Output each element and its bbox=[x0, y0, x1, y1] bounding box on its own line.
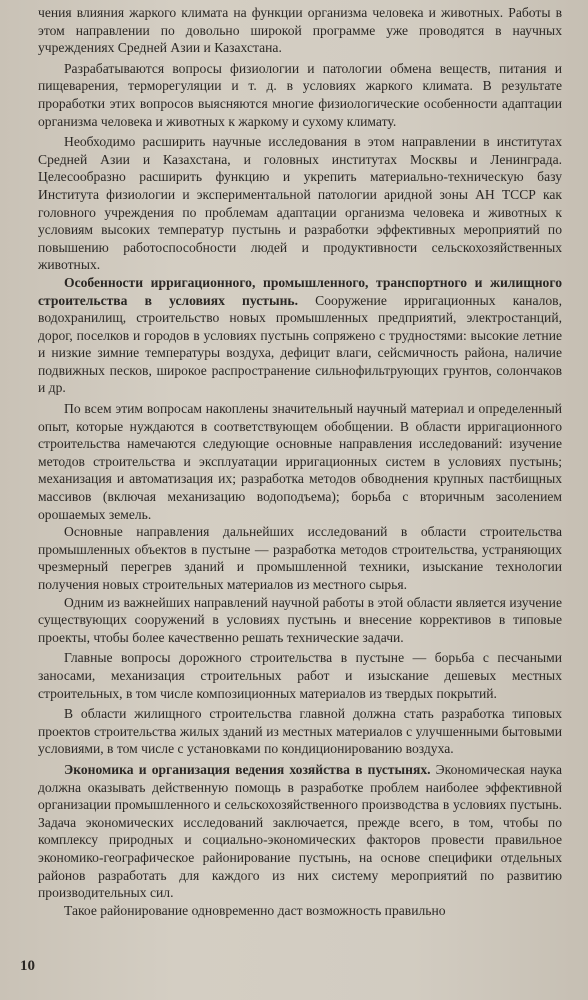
paragraph-8 bbox=[38, 649, 562, 702]
paragraph-10-section-heading bbox=[38, 761, 562, 902]
paragraph-4-text: Сооружение ирригационных каналов, водохранилищ, строительство новых промышленных предприятий, электростанций, дорог, поселков и городов в условиях пустынь сопряжено с трудностями: высокие летние и низкие зимние температуры воздуха, дефицит влаги, сейсмичность района, наличие подвижных песков, широкое распространение сильнофильтрующих грунтов, солончаков и др. bbox=[38, 292, 562, 396]
paragraph-5 bbox=[38, 400, 562, 523]
paragraph-7-text: Одним из важнейших направлений научной работы в этой области является изучение существующих сооружений в условиях пустынь и внесение коррективов в типовые проекты, чтобы более качественно решать технические задачи. bbox=[38, 594, 562, 645]
paragraph-8-text: Главные вопросы дорожного строительства в пустыне — борьба с песчаными заносами, механизация строительных работ и изыскание дешевых местных строительных, в том числе композиционных материалов из твердых покрытий. bbox=[38, 650, 562, 701]
paragraph-4-section-heading bbox=[38, 274, 562, 397]
paragraph-3 bbox=[38, 133, 562, 274]
paragraph-6 bbox=[38, 523, 562, 593]
paragraph-9 bbox=[38, 705, 562, 758]
paragraph-11-text: Такое районирование одновременно даст возможность правильно bbox=[64, 902, 446, 918]
paragraph-11 bbox=[38, 902, 562, 920]
paragraph-1-text: чения влияния жаркого климата на функции организма человека и животных. Работы в этом направлении по довольно широкой программе уже проводятся в научных учреждениях Средней Азии и Казахстана. bbox=[38, 5, 562, 56]
paragraph-2-text: Разрабатываются вопросы физиологии и патологии обмена веществ, питания и пищеварения, терморегуляции и т. д. в условиях жаркого климата. В результате проработки этих вопросов выясняются многие физиологические особенности адаптации организма человека и животных к жаркому и сухому климату. bbox=[38, 60, 562, 129]
page-body-text bbox=[38, 4, 562, 919]
paragraph-3-text: Необходимо расширить научные исследования в этом направлении в институтах Средней Азии и Казахстана, и головных институтах Москвы и Ленинграда. Целесообразно расширить функцию и укрепить материально-техническую базу Института физиологии и экспериментальной патологии аридной зоны АН ТССР как головного учреждения по проблемам адаптации организма человека и животных к условиям высоких температур пустынь и разработки эффективных мероприятий по повышению работоспособности людей и продуктивности сельскохозяйственных животных. bbox=[38, 134, 562, 273]
paragraph-6-text: Основные направления дальнейших исследований в области строительства промышленных объектов в пустыне — разработка методов строительства, устраняющих чрезмерный перегрев зданий и промышленной техники, изыскание технологии получения новых строительных материалов из местного сырья. bbox=[38, 524, 562, 592]
page-number: 10 bbox=[20, 958, 35, 974]
paragraph-9-text: В области жилищного строительства главной должна стать разработка типовых проектов строительства жилых зданий из местных материалов с улучшенными бытовыми условиями, в том числе с установками по кондиционированию воздуха. bbox=[38, 706, 562, 757]
paragraph-10-text: Экономическая наука должна оказывать действенную помощь в разработке проблем наиболее эффективной организации промышленного и сельскохозяйственного производства в условиях пустынь. Задача экономических исследований заключается, прежде всего, в том, чтобы по комплексу природных и социально-экономических факторов провести правильное экономико-географическое районирование пустынь, на основе специфики отдельных районов разработать для каждого из них систему мероприятий по развитию производительных сил. bbox=[38, 761, 562, 901]
paragraph-1 bbox=[38, 4, 562, 57]
section-heading-economics: Экономика и организация ведения хозяйства в пустынях. bbox=[64, 761, 431, 777]
paragraph-7 bbox=[38, 594, 562, 647]
paragraph-2 bbox=[38, 60, 562, 130]
paragraph-5-text: По всем этим вопросам накоплены значительный научный материал и определенный опыт, которые нуждаются в соответствующем обобщении. В области ирригационного строительства намечаются следующие основные направления исследований: изучение методов строительства и эксплуатации ирригационных систем в условиях пустынь; механизация и автоматизация их; разработка методов обводнения крупных пастбищных массивов (включая механизацию водоподъема); борьба с вторичным засолением орошаемых земель. bbox=[38, 401, 562, 522]
section-heading-construction: Особенности ирригационного, промышленного, транспортного и жилищного строительства в условиях пустынь. bbox=[38, 274, 562, 308]
